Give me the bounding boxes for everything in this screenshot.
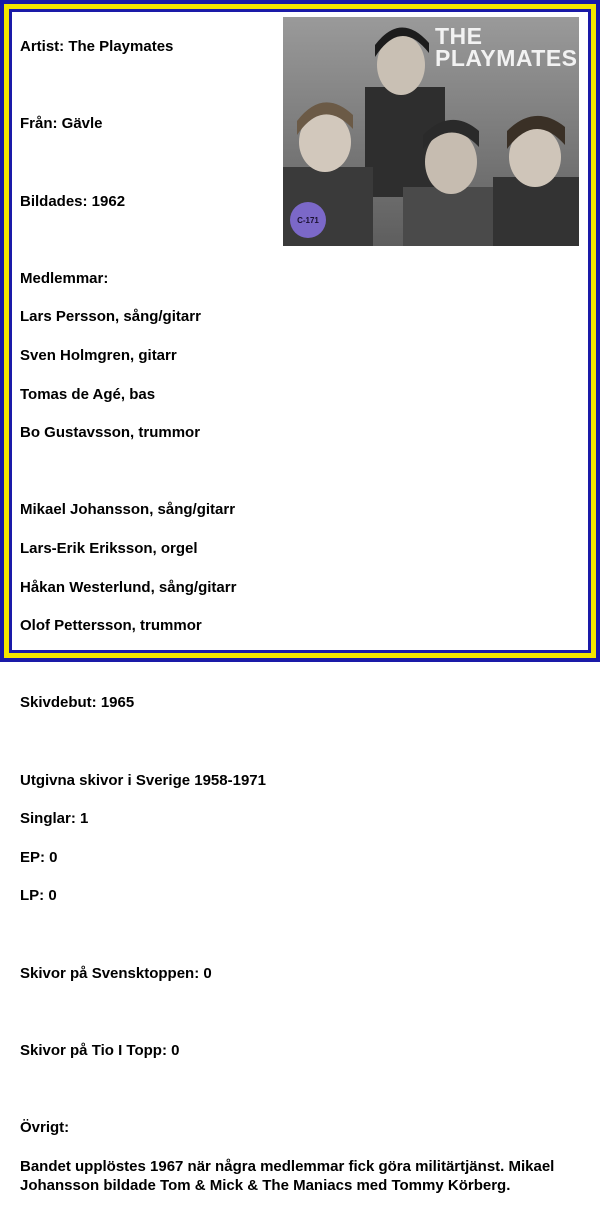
members-heading: Medlemmar: [20,269,109,287]
member-line: Bo Gustavsson, trummor [20,424,201,442]
svensktoppen-line: Skivor på Svensktoppen: 0 [20,964,212,982]
releases-heading: Utgivna skivor i Sverige 1958-1971 [20,771,266,789]
photo-title-line2: PLAYMATES [435,45,578,71]
lp-line: LP: 0 [20,887,57,905]
member-line: Lars-Erik Eriksson, orgel [20,540,198,558]
member-line: Lars Persson, sång/gitarr [20,308,201,326]
ep-line: EP: 0 [20,848,58,866]
member-line: Håkan Westerlund, sång/gitarr [20,578,237,596]
singles-line: Singlar: 1 [20,810,89,828]
photo-title-line1: THE [435,23,483,49]
member-line: Tomas de Agé, bas [20,385,156,403]
other-text: Bandet upplöstes 1967 när några medlemmar fick göra militärtjänst. Mikael Johansson bildade Tom & Mick & The Maniacs med Tommy Körberg. [20,1157,555,1194]
from-line: Från: Gävle [20,115,103,133]
member-line: Olof Pettersson, trummor [20,617,202,635]
catalog-badge: C-171 [290,202,326,238]
other-heading: Övrigt: [20,1118,70,1136]
band-photo [283,17,579,246]
artist-line: Artist: The Playmates [20,38,174,56]
member-line: Sven Holmgren, gitarr [20,347,177,365]
formed-line: Bildades: 1962 [20,192,126,210]
photo-title [435,23,578,71]
member-line: Mikael Johansson, sång/gitarr [20,501,236,519]
yellow-border [4,4,596,1194]
tio-i-topp-line: Skivor på Tio I Topp: 0 [20,1041,180,1059]
debut-line: Skivdebut: 1965 [20,694,135,712]
content-panel [12,12,588,1194]
inner-border [9,9,591,1194]
